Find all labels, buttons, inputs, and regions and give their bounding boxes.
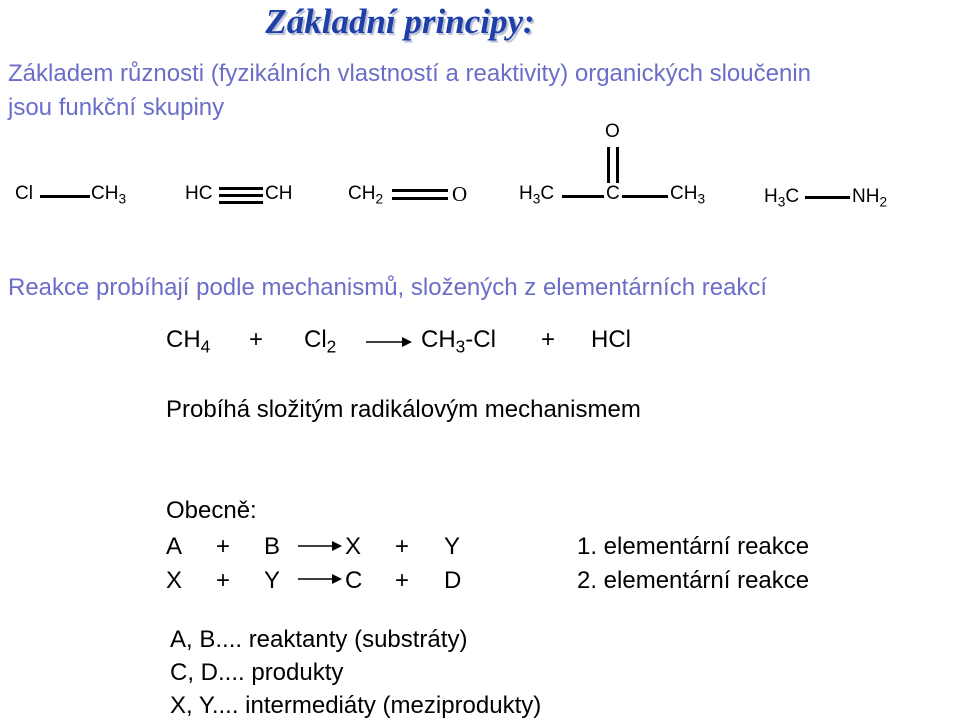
atom-c-carbonyl: C — [606, 183, 620, 204]
group-h3c: $H_3C$ — [519, 183, 555, 207]
group-ch3-right: $CH_3$ — [670, 183, 706, 207]
legend-reactants: A, B.... reaktanty (substráty) — [170, 626, 468, 653]
plus-sign: + — [249, 326, 264, 353]
plus-sign: + — [216, 567, 231, 594]
plus-sign: + — [395, 533, 410, 560]
group-nh2: $NH_2$ — [852, 186, 888, 210]
page-title: Základní principy: — [265, 2, 535, 41]
plus-sign: + — [395, 567, 410, 594]
mechanism-text: Probíhá složitým radikálovým mechanismem — [166, 396, 641, 423]
product-hcl: HCl — [591, 326, 631, 353]
atom-o: O — [452, 182, 468, 206]
group-ch3: $CH_3$ — [91, 183, 127, 207]
group-h3c: $H_3C$ — [764, 186, 800, 210]
species-x: X — [166, 567, 183, 594]
species-d: D — [444, 567, 462, 594]
species-y: Y — [444, 533, 461, 560]
legend-intermediates: X, Y.... intermediáty (meziprodukty) — [170, 692, 542, 719]
product-ch3cl: $CH_3-Cl$ — [421, 326, 496, 357]
intro-line-1: Základem různosti (fyzikálních vlastností a reaktivity) organických sloučenin — [8, 60, 811, 87]
species-x: X — [345, 533, 362, 560]
species-a: A — [166, 533, 183, 560]
atom-cl: Cl — [15, 183, 33, 204]
reactant-ch4: $CH_4$ — [166, 326, 211, 357]
species-c: C — [345, 567, 363, 594]
intro-line-2: jsou funkční skupiny — [8, 94, 225, 121]
species-b: B — [264, 533, 281, 560]
elementary-reaction-label-2: 2. elementární reakce — [577, 567, 810, 594]
plus-sign: + — [216, 533, 231, 560]
reakce-heading: Reakce probíhají podle mechanismů, složených z elementárních reakcí — [8, 274, 768, 301]
species-y: Y — [264, 567, 281, 594]
group-ch2: $CH_2$ — [348, 183, 384, 207]
plus-sign: + — [541, 326, 556, 353]
atom-o-carbonyl: O — [605, 121, 620, 142]
general-heading: Obecně: — [166, 497, 257, 524]
elementary-reaction-label-1: 1. elementární reakce — [577, 533, 810, 560]
legend-products: C, D.... produkty — [170, 659, 344, 686]
reactant-cl2: $Cl_2$ — [304, 326, 337, 357]
group-ch: CH — [265, 183, 293, 204]
group-hc: HC — [185, 183, 213, 204]
